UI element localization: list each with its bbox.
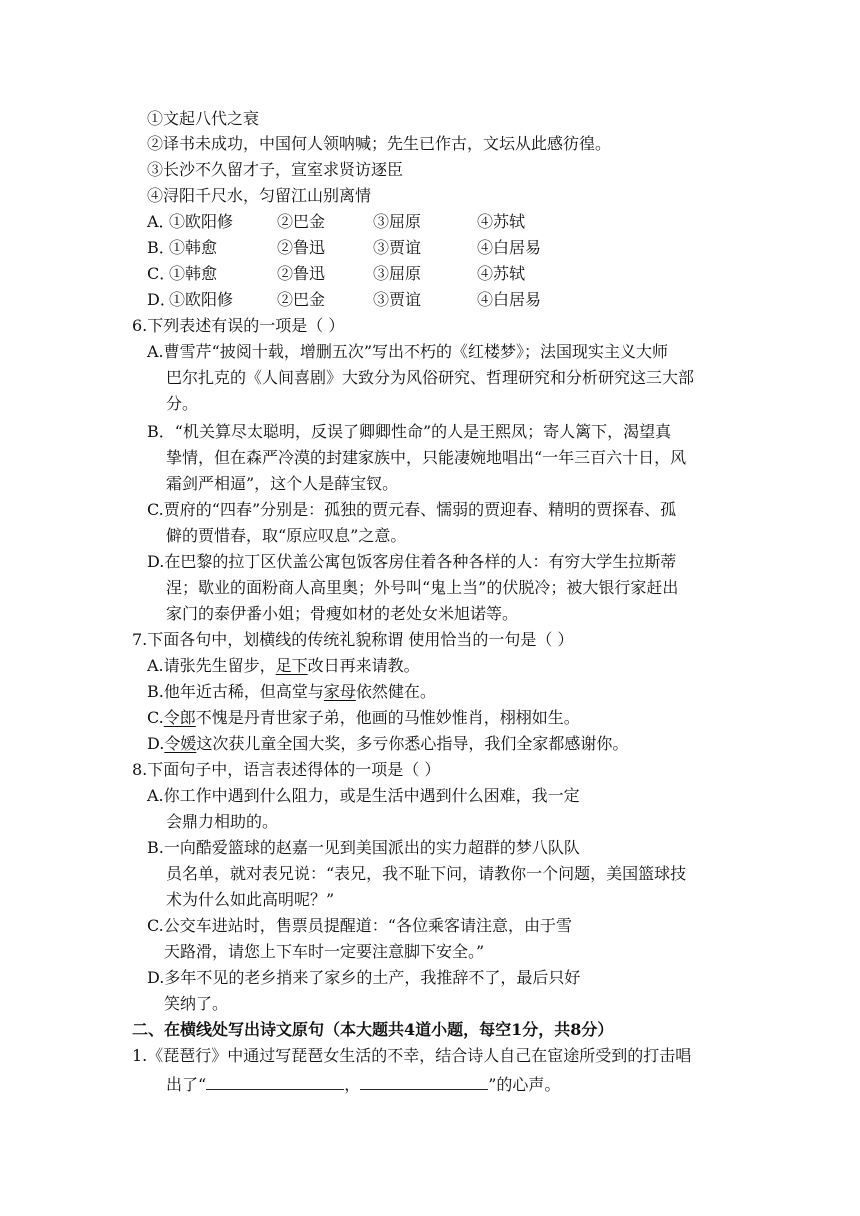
q8-option-b-line: 术为什么如此高明呢？” xyxy=(166,890,335,909)
section2-q1-line: 1.《琵琶行》中通过写琵琶女生活的不幸，结合诗人自己在宦途所受到的打击唱 xyxy=(132,1046,692,1065)
q6-option-b-line: 挚情，但在森严冷漠的封建家族中，只能凄婉地唱出“一年三百六十日，风 xyxy=(166,448,687,467)
underlined-term: 足下 xyxy=(275,656,308,675)
option-choice: ④苏轼 xyxy=(477,212,526,231)
q5-option-a xyxy=(147,211,707,233)
q5-item-3: ③长沙不久留才子，宣室求贤访逐臣 xyxy=(147,160,404,179)
option-choice: ③屈原 xyxy=(373,212,422,231)
option-text: 不愧是丹青世家子弟，他画的马惟妙惟肖，栩栩如生。 xyxy=(195,708,580,727)
option-text: B.他年近古稀，但高堂与 xyxy=(147,682,324,701)
underlined-term: 令媛 xyxy=(164,734,197,753)
q1-text-prefix: 出了“ xyxy=(166,1075,207,1094)
underlined-term: 令郎 xyxy=(163,708,196,727)
option-choice: ①欧阳修 xyxy=(169,212,234,231)
q8-option-b-line: 员名单，就对表兄说：“表兄，我不耻下问，请教你一个问题，美国篮球技 xyxy=(166,864,687,883)
q5-option-d xyxy=(147,289,707,311)
option-choice: ②鲁迅 xyxy=(277,264,326,283)
q5-item-2: ②译书未成功，中国何人领呐喊；先生已作古，文坛从此感彷徨。 xyxy=(147,134,612,153)
q5-item-4: ④浔阳千尺水，匀留江山别离情 xyxy=(147,186,372,205)
q7-option-b xyxy=(147,681,436,703)
q8-option-d-line: D.多年不见的老乡捎来了家乡的土产，我推辞不了，最后只好 xyxy=(147,968,581,987)
q1-text-suffix: ”的心声。 xyxy=(488,1075,561,1094)
q8-option-c-line: 天路滑，请您上下车时一定要注意脚下安全。” xyxy=(164,942,485,961)
option-text: D. xyxy=(147,734,165,753)
q7-option-c xyxy=(147,707,580,729)
option-letter: D． xyxy=(147,290,176,309)
q8-option-b-line: B.一向酷爱篮球的赵嘉一见到美国派出的实力超群的梦八队队 xyxy=(147,838,580,857)
option-text: A.请张先生留步， xyxy=(147,656,276,675)
q6-option-a-line: 巴尔扎克的《人间喜剧》大致分为风俗研究、哲理研究和分析研究这三大部 xyxy=(166,368,695,387)
option-choice: ①韩愈 xyxy=(169,264,218,283)
q6-option-a-line: A.曹雪芹“披阅十载，增删五次”写出不朽的《红楼梦》；法国现实主义大师 xyxy=(147,342,669,361)
answer-blank-1[interactable] xyxy=(206,1073,344,1090)
q1-text-separator: ， xyxy=(344,1075,361,1094)
option-choice: ③贾谊 xyxy=(373,238,422,257)
section2-q1-fill-line xyxy=(166,1073,560,1095)
option-choice: ②巴金 xyxy=(277,290,326,309)
q8-option-c-line: C.公交车进站时，售票员提醒道：“各位乘客请注意，由于雪 xyxy=(147,916,572,935)
q6-stem: 6.下列表述有误的一项是（ ） xyxy=(132,316,345,335)
q6-option-c-line: 僻的贾惜春，取“原应叹息”之意。 xyxy=(166,526,407,545)
option-choice: ③屈原 xyxy=(373,264,422,283)
option-choice: ②巴金 xyxy=(277,212,326,231)
q8-option-a-line: A.你工作中遇到什么阻力，或是生活中遇到什么困难，我一定 xyxy=(147,786,580,805)
q6-option-b-line: B．“机关算尽太聪明，反误了卿卿性命”的人是王熙凤；寄人篱下，渴望真 xyxy=(147,422,672,441)
option-choice: ③贾谊 xyxy=(373,290,422,309)
q6-option-d-line: 家门的泰伊番小姐；骨瘦如材的老处女米旭诺等。 xyxy=(166,604,519,623)
answer-blank-2[interactable] xyxy=(360,1073,488,1090)
q7-option-a xyxy=(147,655,420,677)
q6-option-d-line: D.在巴黎的拉丁区伏盖公寓包饭客房住着各种各样的人：有穷大学生拉斯蒂 xyxy=(147,552,677,571)
option-choice: ④苏轼 xyxy=(477,264,526,283)
q7-stem: 7.下面各句中，划横线的传统礼貌称谓 使用恰当的一句是（ ） xyxy=(132,630,574,649)
q6-option-a-line: 分。 xyxy=(166,394,199,413)
section-heading: 二、在横线处写出诗文原句（本大题共4道小题，每空1分，共8分） xyxy=(132,1020,614,1039)
option-letter: A． xyxy=(147,212,175,231)
q6-option-b-line: 霜剑严相逼”，这个人是薛宝钗。 xyxy=(166,474,399,493)
option-choice: ①韩愈 xyxy=(169,238,218,257)
option-choice: ④白居易 xyxy=(477,290,542,309)
q8-option-a-line: 会鼎力相助的。 xyxy=(166,812,279,831)
option-choice: ①欧阳修 xyxy=(169,290,234,309)
option-text: 改日再来请教。 xyxy=(307,656,420,675)
q5-option-b xyxy=(147,237,707,259)
option-letter: C． xyxy=(147,264,176,283)
q8-option-d-line: 笑纳了。 xyxy=(164,994,229,1013)
option-letter: B． xyxy=(147,238,175,257)
option-text: 这次获儿童全国大奖，多亏你悉心指导，我们全家都感谢你。 xyxy=(196,734,629,753)
option-choice: ④白居易 xyxy=(477,238,542,257)
q8-stem: 8.下面句子中，语言表述得体的一项是（ ） xyxy=(132,760,441,779)
q5-option-c xyxy=(147,263,707,285)
option-text: C. xyxy=(147,708,164,727)
q6-option-c-line: C.贾府的“四春”分别是：孤独的贾元春、懦弱的贾迎春、精明的贾探春、孤 xyxy=(147,500,677,519)
option-text: 依然健在。 xyxy=(355,682,436,701)
option-choice: ②鲁迅 xyxy=(277,238,326,257)
q7-option-d xyxy=(147,733,628,755)
q5-item-1: ①文起八代之衰 xyxy=(147,109,260,128)
underlined-term: 家母 xyxy=(323,682,356,701)
q6-option-d-line: 涅；歇业的面粉商人高里奥；外号叫“鬼上当”的伏脱冷；被大银行家赶出 xyxy=(166,578,679,597)
